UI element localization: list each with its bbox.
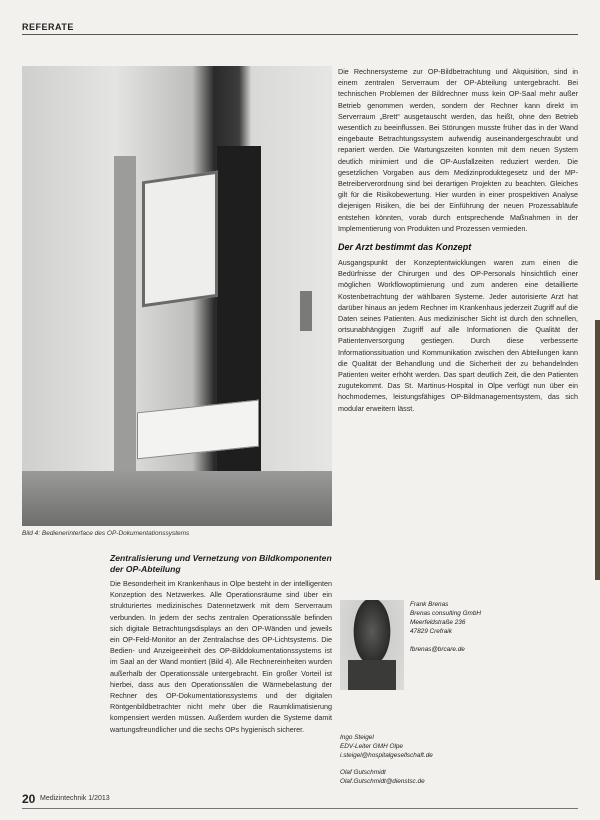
footer-rule: [22, 808, 578, 809]
left-paragraph: Die Besonderheit im Krankenhaus in Olpe besteht in der intelligenten Konzeption des Netzwerkes. Alle Operationsräume sind über ein strukturiertes medizinisches Datennetzwerk mit dem Serverraum verbunden. In jedem der sechs zentralen Operationssäle befinden sich digitale Betrachtungsdisplays an den OP-Wänden und jeweils ein OP-Feld-Monitor an der Zentralachse des OP-Lichtsystems. Die Bedien- und Anzeigeeinheit des OP-Bilddokumentationssystems ist im Saal an der Wand montiert (Bild 4). Alle Rechnereinheiten wurden außerhalb der Operationssäle untergebracht. Ein großer Vorteil ist hierbei, dass aus den Operationssälen die Wärmebelastung der Rechner des OP-Dokumentationssystems und der digitalen Röntgenbildbetrachter nicht mehr über die Raumklimatisierung kompensiert werden müssen. Außerdem wurden die Systeme damit wartungsfreundlicher und die sechs OPs hygienisch sicherer.: [110, 579, 332, 734]
portrait-shirt: [348, 660, 396, 690]
contact-block: [410, 600, 580, 654]
contact-street-1: Meerfeldstraße 236: [410, 619, 466, 626]
section-label: REFERATE: [22, 22, 74, 32]
contact-role-2: EDV-Leiter GMH Olpe: [340, 743, 403, 750]
contact-email-3[interactable]: Olaf.Gutschmidt@dienstsc.de: [340, 778, 425, 785]
contact-city-1: 47829 Crefraik: [410, 628, 452, 635]
photo-floor: [22, 471, 332, 526]
contact-block-2: [340, 733, 580, 786]
photo-doorway: [217, 146, 261, 526]
photo-wall-socket: [300, 291, 312, 331]
author-portrait: [340, 600, 404, 690]
contact-name-2: Ingo Steigel: [340, 734, 374, 741]
left-column: [110, 578, 332, 735]
page-number: 20: [22, 792, 36, 806]
header-rule: [22, 34, 578, 35]
page-edge-bar: [595, 320, 600, 580]
figure-caption: Bild 4: Bedienerinterface des OP-Dokumentationssystems: [22, 530, 190, 537]
operating-room-photo: [22, 66, 332, 526]
photo-monitor: [142, 171, 218, 308]
contact-name-1: Frank Brenas: [410, 601, 449, 608]
contact-company-1: Brenas consulting GmbH: [410, 610, 482, 617]
contact-email-1[interactable]: fbrenas@brcare.de: [410, 646, 465, 653]
right-column: [338, 66, 578, 414]
right-subheading: Der Arzt bestimmt das Konzept: [338, 242, 472, 253]
right-paragraph-2: Ausgangspunkt der Konzeptentwicklungen waren zum einen die Bedürfnisse der Chirurgen und des OP-Personals hinsichtlich einer möglichen Workflowoptimierung und zum anderen eine detaillierte Kostenbetrachtung der wählbaren Systeme. Jeder autorisierte Arzt hat darüber hinaus an jedem Rechner im Krankenhaus jederzeit Zugriff auf die Daten seines Patienten. Aus medizinischer Sicht ist durch den schnellen, ortsunabhängigen Zugriff auf alle Informationen die Qualität der Patientenversorgung gestiegen. Durch diese verbesserte Informationssituation und Kommunikation zwischen den Abteilungen kann die Qualität der Behandlung und die Sicherheit der zu behandelnden Patienten weiter erhöht werden. Das spart deutlich Zeit, die den Patienten zugutekommt. Das St. Martinus-Hospital in Olpe verfügt nun über ein hochmodernes, leistungsfähiges OP-Bildmanagementsystem, das sich modular erweitern lässt.: [338, 258, 578, 413]
contact-email-2[interactable]: i.steigel@hospitalgesellschaft.de: [340, 752, 433, 759]
publication-name: Medizintechnik 1/2013: [40, 795, 110, 802]
left-subheading: Zentralisierung und Vernetzung von Bildkomponenten der OP-Abteilung: [110, 553, 332, 574]
contact-name-3: Olaf Gutschmidt: [340, 769, 386, 776]
right-paragraph-1: Die Rechnersysteme zur OP-Bildbetrachtung und Akquisition, sind in einem zentralen Serverraum der OP-Abteilung untergebracht. Bei technischen Problemen der Bildrechner muss kein OP-Saal mehr außer Betrieb genommen werden, sondern der Rechner kann direkt im Serverraum „Brett“ ausgetauscht werden, das heißt, ohne den Betrieb wesentlich zu beeinflussen. Bei Störungen musste früher das in der Wand eingebaute Betrachtungssystem aufwendig auseinandergeschraubt und repariert werden. Die Wartungszeiten konnten mit dem neuen System deutlich minimiert und die OP-Ausfallzeiten reduziert werden. Die gesetzlichen Vorgaben aus dem Medizinproduktegesetz und der MP-Betreiberverordnung sind bei derartigen Projekten zu beachten. Gleiches gilt für die Risikobewertung. Hier wurden in einer prospektiven Analyse diejenigen Risiken, die bei der Einführung der neuen Prozessabläufe entstehen könnten, vorab durch entsprechende Maßnahmen in der Implementierung von Produkten und Prozessen vermieden.: [338, 67, 578, 233]
